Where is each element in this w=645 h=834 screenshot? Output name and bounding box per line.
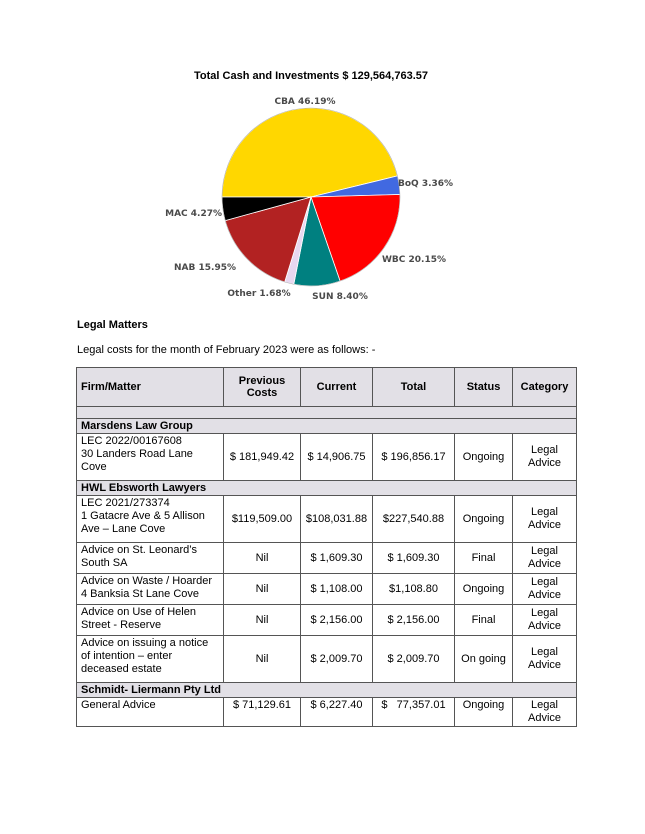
intro-text: Legal costs for the month of February 2023 were as follows: - <box>77 344 376 356</box>
previous-cell: Nil <box>224 543 301 574</box>
total-cell: $ 1,609.30 <box>373 543 455 574</box>
matter-cell: Advice on issuing a notice of intention – enter deceased estate <box>77 636 224 683</box>
group-row <box>77 481 577 496</box>
category-cell: Legal Advice <box>513 605 577 636</box>
table-row <box>77 698 577 727</box>
status-cell: Ongoing <box>455 698 513 727</box>
current-cell: $ 14,906.75 <box>301 434 373 481</box>
matter-cell <box>77 496 224 543</box>
matter-line: 30 Landers Road Lane Cove <box>81 448 193 473</box>
category-cell: Legal Advice <box>513 636 577 683</box>
group-row <box>77 683 577 698</box>
matter-cell: Advice on Waste / Hoarder 4 Banksia St Lane Cove <box>77 574 224 605</box>
current-cell: $ 6,227.40 <box>301 698 373 727</box>
previous-cell: Nil <box>224 605 301 636</box>
matter-cell: General Advice <box>77 698 224 727</box>
status-cell: On going <box>455 636 513 683</box>
pie-chart <box>150 92 470 307</box>
table-row <box>77 636 577 683</box>
header-previous: Previous Costs <box>224 368 301 407</box>
pie-label-cba: CBA 46.19% <box>274 97 336 107</box>
category-cell: Legal Advice <box>513 698 577 727</box>
group-name: HWL Ebsworth Lawyers <box>77 481 577 496</box>
previous-cell: Nil <box>224 574 301 605</box>
table-row <box>77 543 577 574</box>
status-cell: Ongoing <box>455 496 513 543</box>
table-row <box>77 496 577 543</box>
total-cell: $ 196,856.17 <box>373 434 455 481</box>
group-row <box>77 419 577 434</box>
header-firm: Firm/Matter <box>77 368 224 407</box>
total-cell: $227,540.88 <box>373 496 455 543</box>
legal-costs-table <box>76 367 577 727</box>
current-cell: $ 1,609.30 <box>301 543 373 574</box>
table-header-row <box>77 368 577 407</box>
group-name: Marsdens Law Group <box>77 419 577 434</box>
pie-label-sun: SUN 8.40% <box>312 292 368 302</box>
pie-label-boq: BoQ 3.36% <box>398 179 454 189</box>
spacer-row <box>77 407 577 419</box>
header-category: Category <box>513 368 577 407</box>
status-cell: Ongoing <box>455 434 513 481</box>
group-name: Schmidt- Liermann Pty Ltd <box>77 683 577 698</box>
current-cell: $108,031.88 <box>301 496 373 543</box>
total-cell: $ 2,156.00 <box>373 605 455 636</box>
pie-label-other: Other 1.68% <box>227 289 291 299</box>
status-cell: Final <box>455 605 513 636</box>
header-current: Current <box>301 368 373 407</box>
chart-title: Total Cash and Investments $ 129,564,763.57 <box>194 70 428 82</box>
matter-cell: Advice on St. Leonard’s South SA <box>77 543 224 574</box>
status-cell: Ongoing <box>455 574 513 605</box>
pie-label-wbc: WBC 20.15% <box>382 255 447 265</box>
category-cell: Legal Advice <box>513 543 577 574</box>
total-cell: $1,108.80 <box>373 574 455 605</box>
table-row <box>77 434 577 481</box>
table-row <box>77 574 577 605</box>
matter-cell <box>77 434 224 481</box>
total-cell: $ 77,357.01 <box>373 698 455 727</box>
pie-label-mac: MAC 4.27% <box>165 209 222 219</box>
matter-cell: Advice on Use of Helen Street - Reserve <box>77 605 224 636</box>
current-cell: $ 2,156.00 <box>301 605 373 636</box>
category-cell: Legal Advice <box>513 574 577 605</box>
previous-cell: $119,509.00 <box>224 496 301 543</box>
current-cell: $ 1,108.00 <box>301 574 373 605</box>
category-cell: Legal Advice <box>513 434 577 481</box>
matter-line: LEC 2021/273374 <box>81 497 170 509</box>
section-heading: Legal Matters <box>77 319 148 331</box>
current-cell: $ 2,009.70 <box>301 636 373 683</box>
previous-cell: $ 71,129.61 <box>224 698 301 727</box>
total-cell: $ 2,009.70 <box>373 636 455 683</box>
header-status: Status <box>455 368 513 407</box>
matter-line: 1 Gatacre Ave & 5 Allison Ave – Lane Cove <box>81 510 205 535</box>
previous-cell: $ 181,949.42 <box>224 434 301 481</box>
pie-label-nab: NAB 15.95% <box>174 263 236 273</box>
header-total: Total <box>373 368 455 407</box>
category-cell: Legal Advice <box>513 496 577 543</box>
table-row <box>77 605 577 636</box>
status-cell: Final <box>455 543 513 574</box>
previous-cell: Nil <box>224 636 301 683</box>
matter-line: LEC 2022/00167608 <box>81 435 182 447</box>
